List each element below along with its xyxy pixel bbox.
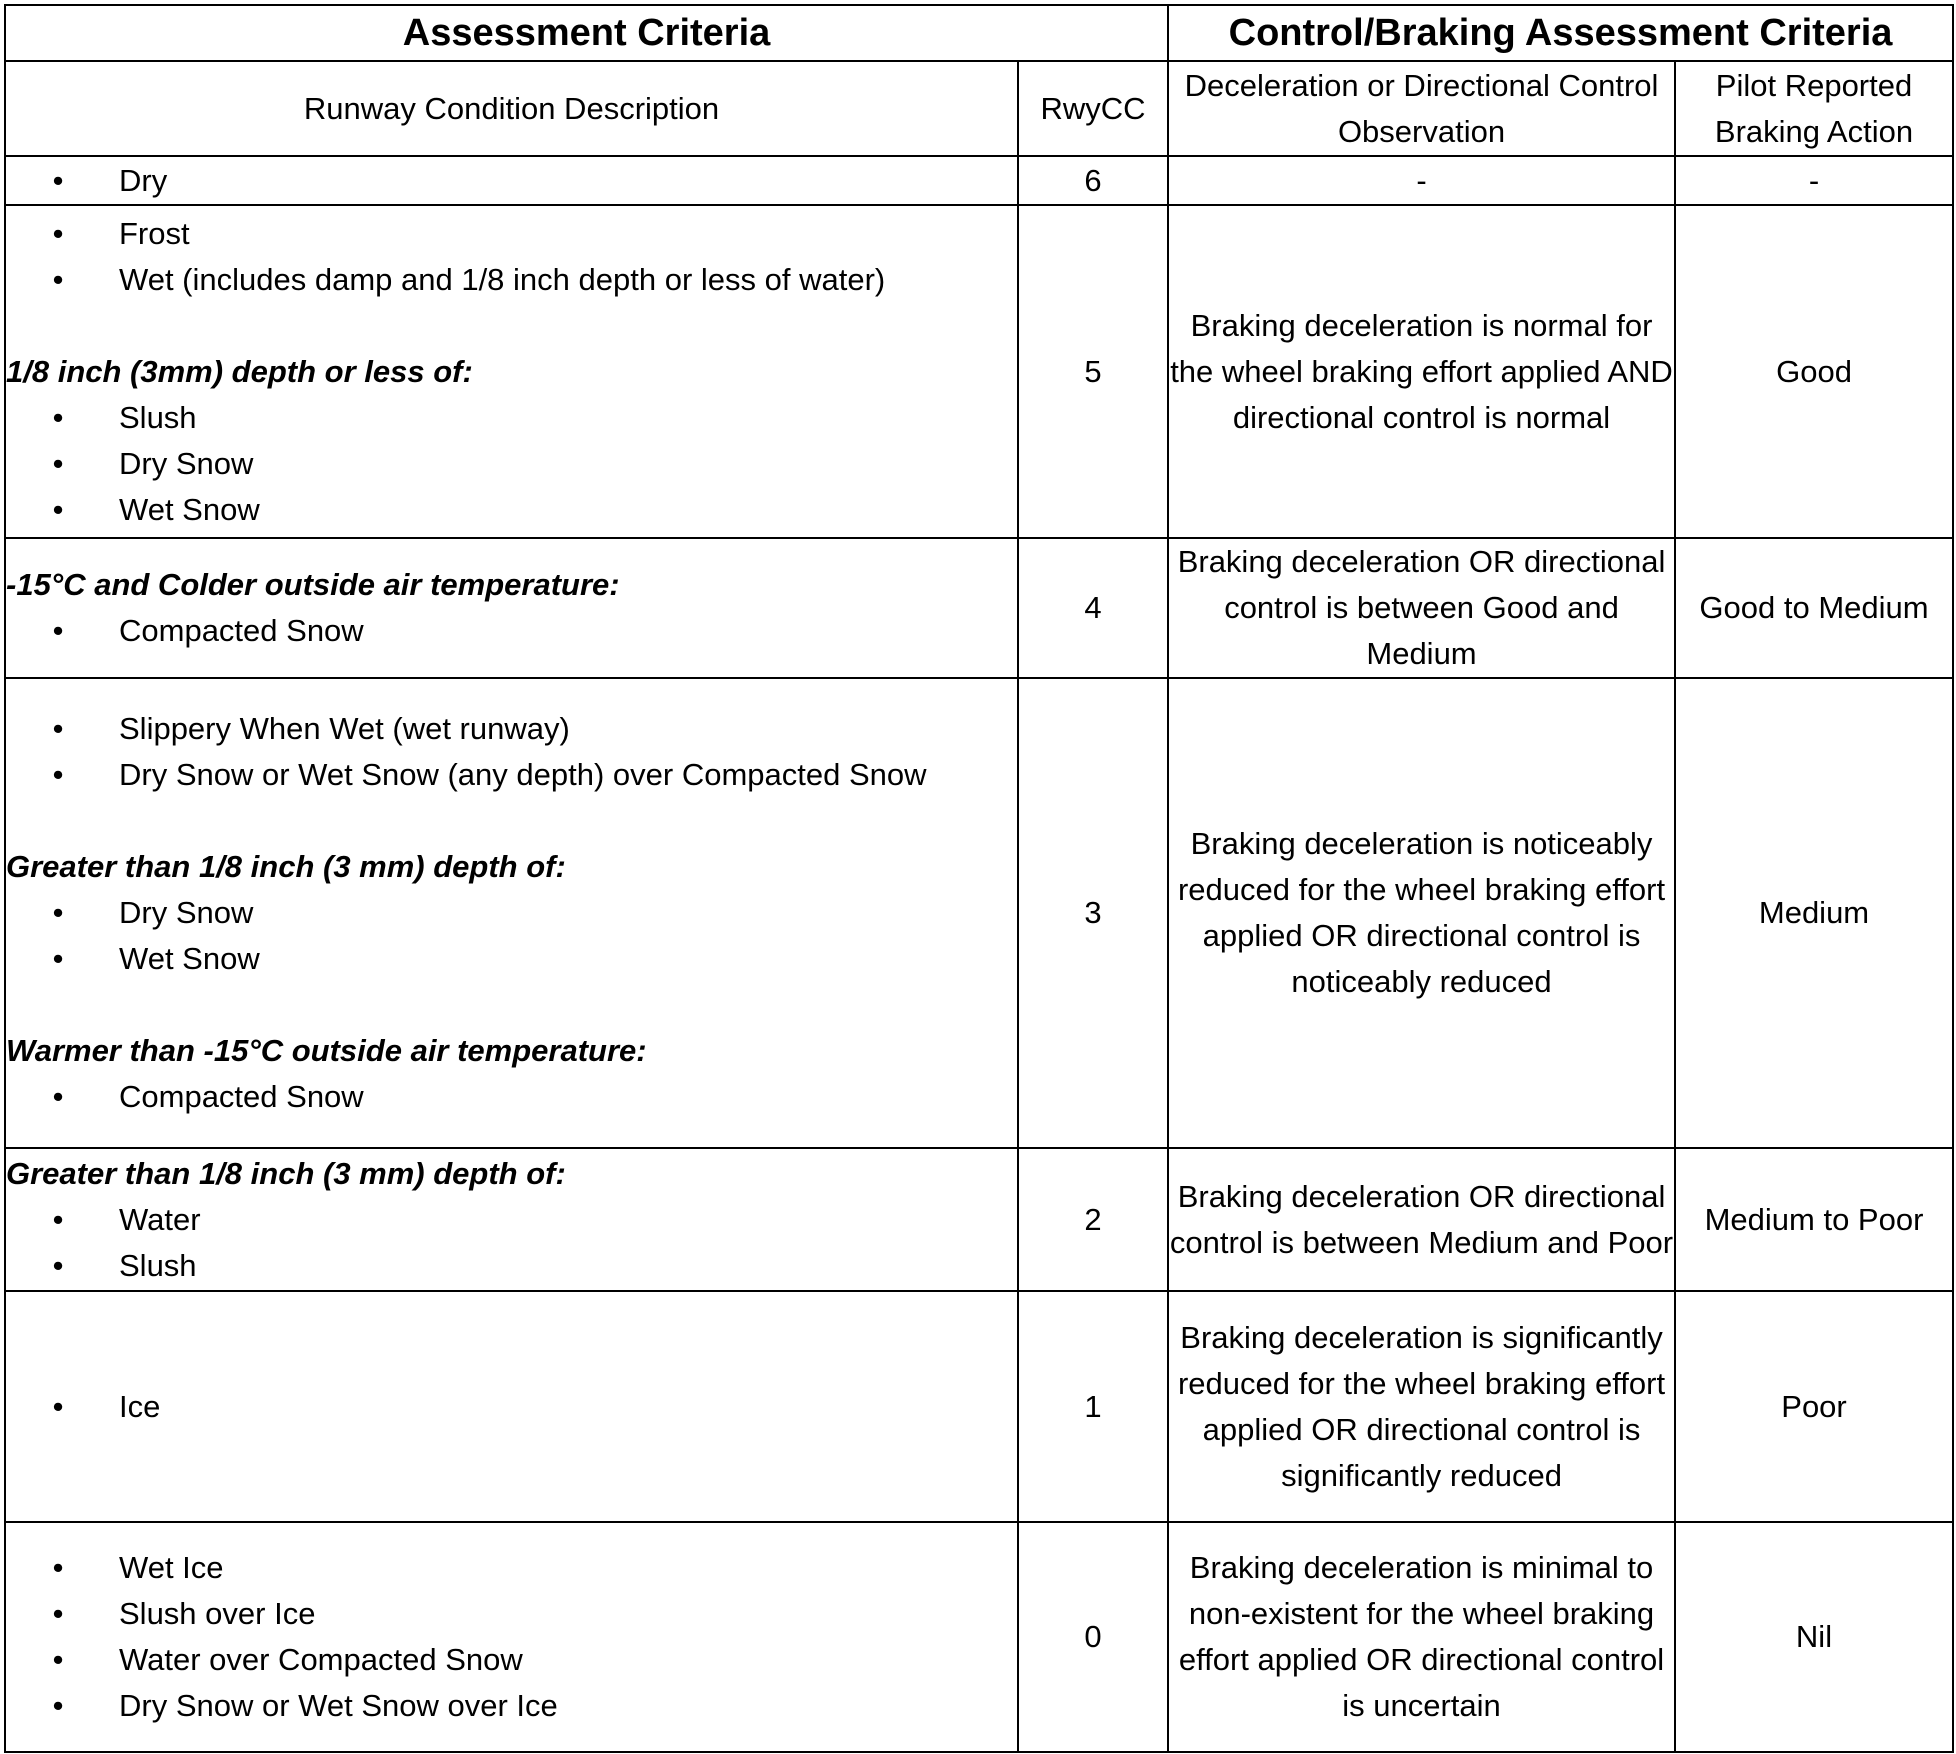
table-row — [5, 538, 1953, 678]
condition-text: Dry Snow or Wet Snow over Ice — [119, 1688, 558, 1723]
condition-list-item — [6, 752, 1017, 798]
pilot-braking-action: Medium to Poor — [1675, 1148, 1953, 1291]
bullet-icon: • — [52, 162, 64, 198]
rwycc-value: 1 — [1018, 1291, 1168, 1522]
runway-condition-description — [5, 1522, 1018, 1752]
condition-text: Wet Ice — [119, 1550, 224, 1585]
table-row — [5, 678, 1953, 1148]
condition-group-label: -15°C and Colder outside air temperature: — [6, 567, 620, 602]
condition-list-item — [6, 1197, 1017, 1243]
rwycc-value: 6 — [1018, 156, 1168, 205]
condition-group-label: Greater than 1/8 inch (3 mm) depth of: — [6, 849, 566, 884]
deceleration-observation: Braking deceleration is significantly reduced for the wheel braking effort applied OR directional control is significantly reduced — [1168, 1291, 1675, 1522]
rwycc-value: 2 — [1018, 1148, 1168, 1291]
assessment-criteria-header: Assessment Criteria — [5, 5, 1168, 61]
pilot-braking-action-header: Pilot Reported Braking Action — [1675, 61, 1953, 156]
condition-text: Slush — [119, 1247, 197, 1283]
condition-text: Ice — [119, 1388, 161, 1424]
condition-list-item — [6, 1545, 1017, 1591]
deceleration-observation: Braking deceleration is noticeably reduced for the wheel braking effort applied OR directional control is noticeably reduced — [1168, 678, 1675, 1148]
condition-list-item — [6, 890, 1017, 936]
condition-list-item — [6, 257, 1017, 303]
condition-list-item — [6, 706, 1017, 752]
deceleration-observation: Braking deceleration is normal for the wheel braking effort applied AND directional control is normal — [1168, 205, 1675, 538]
condition-text: Wet (includes damp and 1/8 inch depth or less of water) — [119, 261, 886, 297]
condition-text: Slush — [119, 399, 197, 435]
condition-text: Dry — [119, 162, 168, 198]
header-group-row — [5, 5, 1953, 61]
bullet-icon: • — [52, 399, 64, 435]
bullet-icon: • — [52, 1550, 64, 1585]
runway-condition-assessment-matrix — [4, 4, 1954, 1753]
deceleration-observation: - — [1168, 156, 1675, 205]
pilot-braking-action: Poor — [1675, 1291, 1953, 1522]
condition-text: Dry Snow — [119, 895, 254, 930]
table-row — [5, 205, 1953, 538]
condition-list-item — [6, 395, 1017, 441]
pilot-braking-action: Medium — [1675, 678, 1953, 1148]
bullet-icon: • — [52, 711, 64, 746]
bullet-icon: • — [52, 941, 64, 976]
deceleration-observation: Braking deceleration OR directional control is between Good and Medium — [1168, 538, 1675, 678]
condition-text: Dry Snow or Wet Snow (any depth) over Compacted Snow — [119, 757, 927, 792]
table-row — [5, 1291, 1953, 1522]
condition-text: Water — [119, 1201, 201, 1237]
bullet-icon: • — [52, 261, 64, 297]
table-row — [5, 1148, 1953, 1291]
condition-text: Slippery When Wet (wet runway) — [119, 711, 570, 746]
condition-text: Wet Snow — [119, 491, 260, 527]
table-row — [5, 156, 1953, 205]
condition-text: Wet Snow — [119, 941, 260, 976]
spacer — [6, 303, 1017, 349]
condition-list-item — [6, 1243, 1017, 1289]
control-braking-criteria-header: Control/Braking Assessment Criteria — [1168, 5, 1953, 61]
deceleration-observation: Braking deceleration OR directional control is between Medium and Poor — [1168, 1148, 1675, 1291]
condition-group-label: 1/8 inch (3mm) depth or less of: — [6, 353, 473, 389]
condition-list-item — [6, 1074, 1017, 1120]
rwycc-value: 3 — [1018, 678, 1168, 1148]
pilot-braking-action: Good — [1675, 205, 1953, 538]
bullet-icon: • — [52, 491, 64, 527]
rwycc-value: 4 — [1018, 538, 1168, 678]
condition-text: Compacted Snow — [119, 1079, 364, 1114]
bullet-icon: • — [52, 1388, 64, 1424]
condition-text: Compacted Snow — [119, 613, 364, 648]
deceleration-observation: Braking deceleration is minimal to non-existent for the wheel braking effort applied OR directional control is uncertain — [1168, 1522, 1675, 1752]
bullet-icon: • — [52, 1688, 64, 1723]
condition-list-item — [6, 1591, 1017, 1637]
condition-text: Slush over Ice — [119, 1596, 316, 1631]
rwycc-value: 5 — [1018, 205, 1168, 538]
spacer — [6, 798, 1017, 844]
condition-list-item — [6, 487, 1017, 533]
condition-text: Frost — [119, 215, 190, 251]
bullet-icon: • — [52, 445, 64, 481]
table-row — [5, 1522, 1953, 1752]
runway-condition-description — [5, 538, 1018, 678]
condition-list-item — [6, 1384, 1017, 1430]
bullet-icon: • — [52, 1247, 64, 1283]
runway-condition-description-header: Runway Condition Description — [5, 61, 1018, 156]
runway-condition-description — [5, 156, 1018, 205]
condition-list-item — [6, 1637, 1017, 1683]
condition-text: Water over Compacted Snow — [119, 1642, 523, 1677]
pilot-braking-action: Good to Medium — [1675, 538, 1953, 678]
runway-condition-description — [5, 1148, 1018, 1291]
bullet-icon: • — [52, 895, 64, 930]
deceleration-observation-header: Deceleration or Directional Control Observation — [1168, 61, 1675, 156]
bullet-icon: • — [52, 1642, 64, 1677]
bullet-icon: • — [52, 215, 64, 251]
spacer — [6, 982, 1017, 1028]
runway-condition-description — [5, 205, 1018, 538]
condition-list-item — [6, 608, 1017, 654]
column-header-row — [5, 61, 1953, 156]
runway-condition-description — [5, 678, 1018, 1148]
condition-list-item — [6, 936, 1017, 982]
condition-text: Dry Snow — [119, 445, 254, 481]
condition-list-item — [6, 211, 1017, 257]
runway-condition-description — [5, 1291, 1018, 1522]
bullet-icon: • — [52, 1596, 64, 1631]
condition-group-label: Greater than 1/8 inch (3 mm) depth of: — [6, 1155, 566, 1191]
bullet-icon: • — [52, 757, 64, 792]
bullet-icon: • — [52, 1079, 64, 1114]
condition-list-item — [6, 1683, 1017, 1729]
condition-list-item — [6, 158, 1017, 204]
pilot-braking-action: - — [1675, 156, 1953, 205]
condition-list-item — [6, 441, 1017, 487]
rwycc-header: RwyCC — [1018, 61, 1168, 156]
pilot-braking-action: Nil — [1675, 1522, 1953, 1752]
bullet-icon: • — [52, 613, 64, 648]
rwycc-value: 0 — [1018, 1522, 1168, 1752]
condition-group-label: Warmer than -15°C outside air temperature: — [6, 1033, 647, 1068]
bullet-icon: • — [52, 1201, 64, 1237]
